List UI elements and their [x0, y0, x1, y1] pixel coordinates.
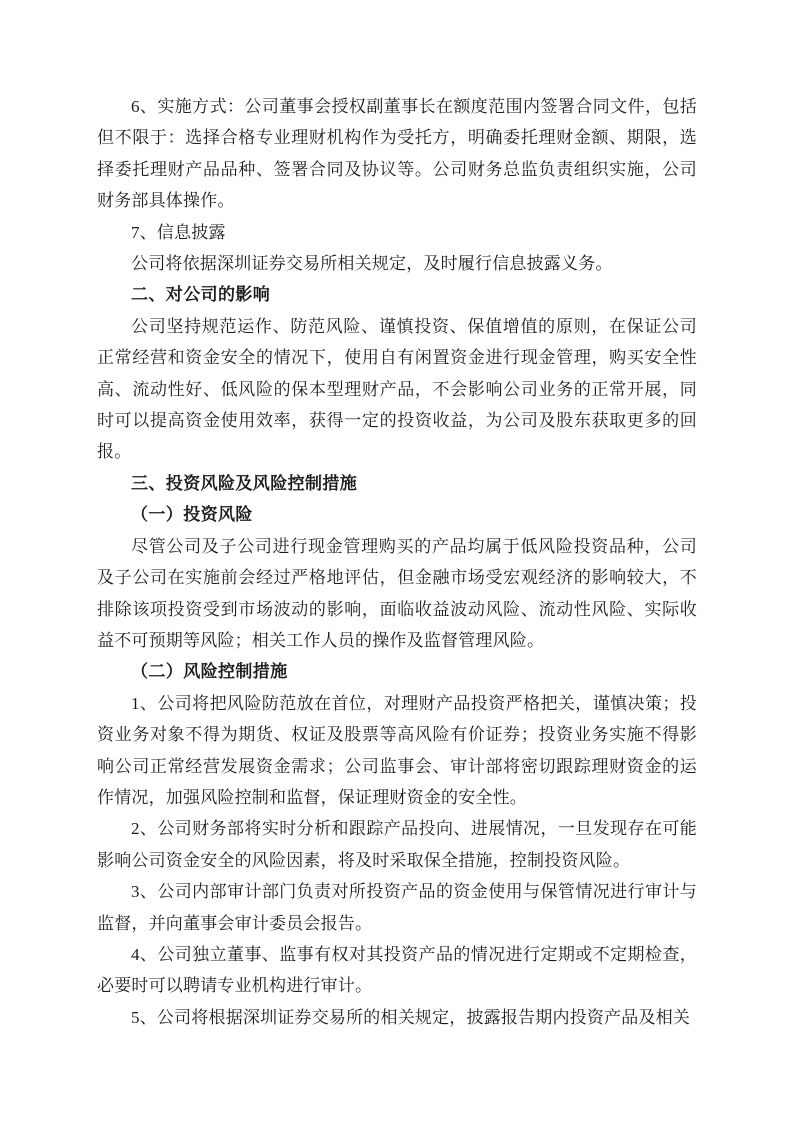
paragraph: 公司将依据深圳证券交易所相关规定，及时履行信息披露义务。 — [131, 254, 613, 274]
paragraph: 2、公司财务部将实时分析和跟踪产品投向、进展情况，一旦发现存在可能影响公司资金安全的风险因素，将及时采取保全措施，控制投资风险。 — [97, 819, 697, 870]
paragraph: 4、公司独立董事、监事有权对其投资产品的情况进行定期或不定期检查，必要时可以聘请专业机构进行审计。 — [97, 944, 697, 996]
section-heading: 三、投资风险及风险控制措施 — [131, 473, 358, 493]
section-heading: 二、对公司的影响 — [131, 285, 271, 305]
document-content — [97, 91, 697, 1033]
paragraph: 1、公司将把风险防范放在首位，对理财产品投资严格把关，谨慎决策；投资业务对象不得为期货、权证及股票等高风险有价证券；投资业务实施不得影响公司正常经营发展资金需求；公司监事会、审计部将密切跟踪理财资金的运作情况，加强风险控制和监督，保证理财资金的安全性。 — [97, 693, 697, 807]
paragraph: 3、公司内部审计部门负责对所投资产品的资金使用与保管情况进行审计与监督，并向董事会审计委员会报告。 — [97, 882, 697, 933]
paragraph: 尽管公司及子公司进行现金管理购买的产品均属于低风险投资品种，公司及子公司在实施前会经过严格地评估，但金融市场受宏观经济的影响较大，不排除该项投资受到市场波动的影响，面临收益波动风险、流动性风险、实际收益不可预期等风险；相关工作人员的操作及监督管理风险。 — [97, 536, 697, 650]
paragraph: 5、公司将根据深圳证券交易所的相关规定，披露报告期内投资产品及相关 — [131, 1007, 691, 1027]
paragraph: 公司坚持规范运作、防范风险、谨慎投资、保值增值的原则，在保证公司正常经营和资金安全的情况下，使用自有闲置资金进行现金管理，购买安全性高、流动性好、低风险的保本型理财产品，不会影响公司业务的正常开展，同时可以提高资金使用效率，获得一定的投资收益，为公司及股东获取更多的回报。 — [97, 316, 697, 462]
section-heading: （二）风险控制措施 — [131, 662, 288, 682]
paragraph: 6、实施方式：公司董事会授权副董事长在额度范围内签署合同文件，包括但不限于：选择合格专业理财机构作为受托方，明确委托理财金额、期限，选择委托理财产品品种、签署合同及协议等。公司财务总监负责组织实施，公司财务部具体操作。 — [97, 97, 697, 211]
paragraph: 7、信息披露 — [131, 222, 226, 242]
section-heading: （一）投资风险 — [131, 505, 253, 525]
